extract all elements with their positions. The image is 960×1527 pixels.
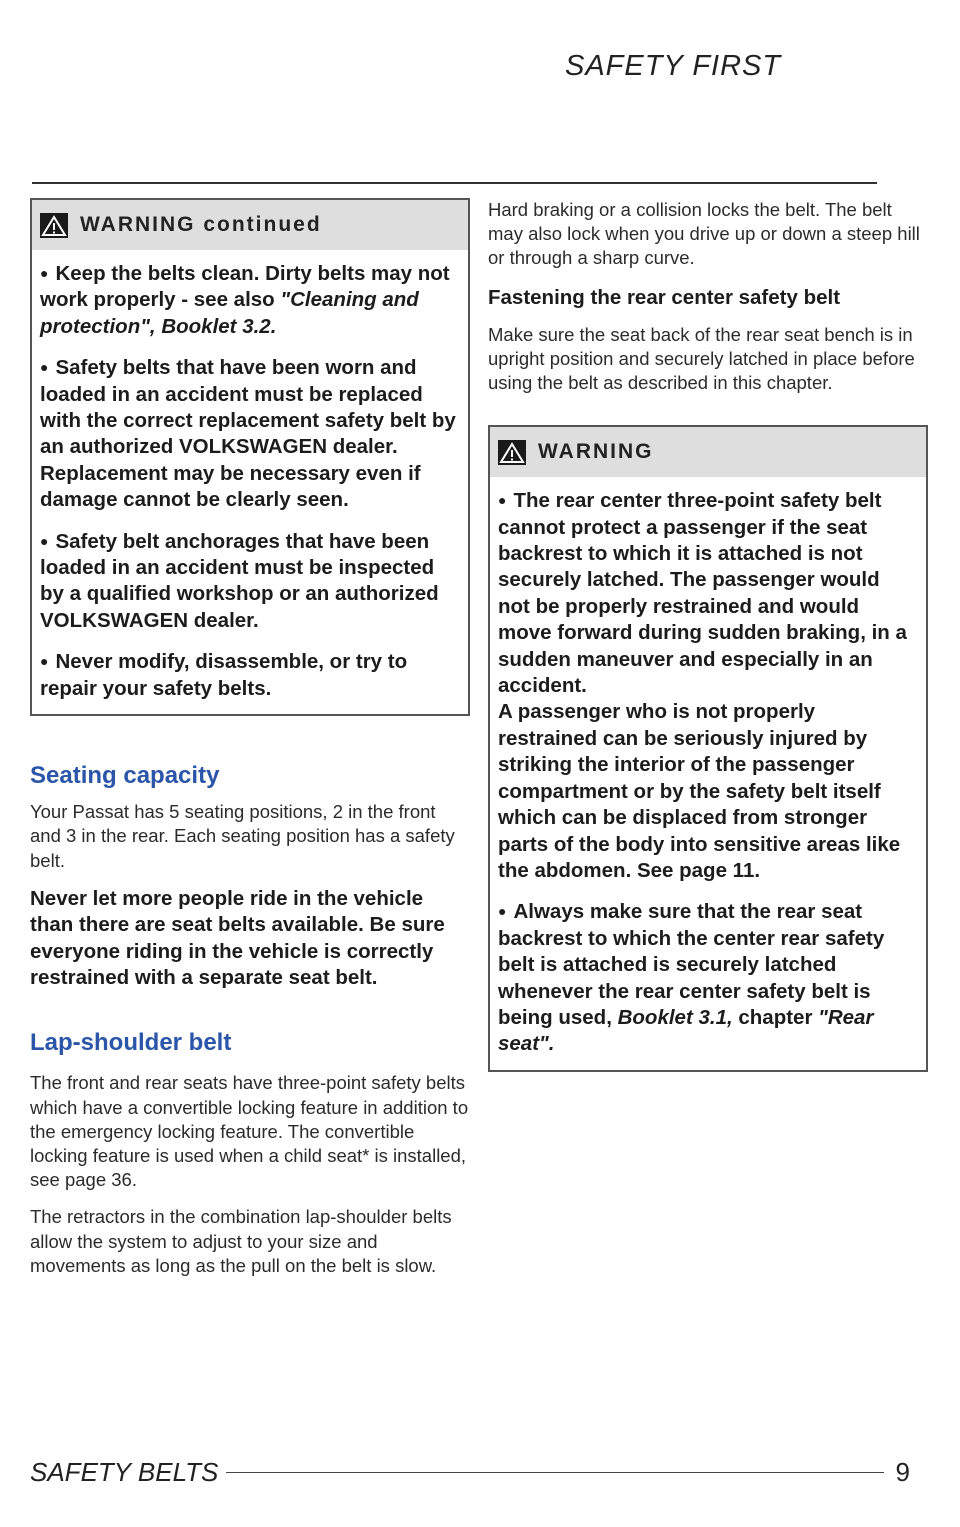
braking-lock-text: Hard braking or a collision locks the belt. The belt may also lock when you drive up or down a steep hill or through a sharp curve. [488,199,920,269]
page-header-title: SAFETY FIRST [565,50,782,82]
footer-rule [226,1472,883,1473]
lap-shoulder-text-1: The front and rear seats have three-point safety belts which have a convertible locking feature in addition to the emergency locking feature. The convertible locking feature is used when a child seat* is installed, see page 36. [30,1072,469,1191]
bullet-icon: ● [40,653,49,670]
seating-capacity-text: Your Passat has 5 seating positions, 2 in the front and 3 in the rear. Each seating position has a safety belt. [30,801,455,871]
warning-header [32,200,468,250]
footer-section-label: SAFETY BELTS [30,1457,219,1487]
page-footer [30,1457,910,1488]
fastening-text: Make sure the seat back of the rear seat bench is in upright position and securely latched in place before using the belt as described in this chapter. [488,323,915,394]
right-column [488,198,928,1072]
fastening-heading: Fastening the rear center safety belt [488,285,841,309]
lap-shoulder-belt-heading: Lap-shoulder belt [30,1029,232,1057]
warning-title: WARNING [538,440,654,464]
warning-body [32,250,468,714]
warning-triangle-icon [40,213,68,238]
lap-shoulder-text-2: The retractors in the combination lap-shoulder belts allow the system to adjust to your size and movements as long as the pull on the belt is slow. [30,1206,452,1276]
warning-header [490,427,926,477]
bullet-icon: ● [40,532,49,549]
seating-capacity-emphasis: Never let more people ride in the vehicle than there are seat belts available. Be sure everyone riding in the vehicle is correctly restrained with a separate seat belt. [30,886,445,989]
header-rule [32,182,877,184]
warning-item-continuation: A passenger who is not properly restrained can be seriously injured by striking the interior of the passenger compartment or by the safety belt itself which can be displaced from stronger parts of the body into sensitive areas like the abdomen. See page 11. [498,700,901,882]
page-number: 9 [895,1457,910,1487]
warning-title: WARNING continued [80,213,322,236]
warning-item: ● Never modify, disassemble, or try to repair your safety belts. [40,650,408,700]
warning-item: ● Always make sure that the rear seat backrest to which the center rear safety belt is attached is securely latched whenever the rear center safety belt is being used, Booklet 3.1, chapter "Rear seat". [498,900,885,1056]
bullet-icon: ● [498,903,507,920]
bullet-icon: ● [40,359,49,376]
seating-capacity-heading: Seating capacity [30,762,220,790]
left-column [30,198,470,1278]
warning-item: ● Safety belts that have been worn and loaded in an accident must be replaced with the correct replacement safety belt by an authorized VOLKSWAGEN dealer. Replacement may be necessary even if damage cannot be clearly seen. [40,356,456,512]
warning-box [488,425,928,1072]
warning-body [490,477,926,1070]
warning-item: ● The rear center three-point safety belt cannot protect a passenger if the seat backrest to which it is attached is not securely latched. The passenger would not be properly restrained and would move forward during sudden braking, in a sudden maneuver and especially in an accident. [498,489,907,698]
warning-item: ● Keep the belts clean. Dirty belts may not work properly - see also "Cleaning and protection", Booklet 3.2. [40,262,450,338]
warning-item: ● Safety belt anchorages that have been loaded in an accident must be inspected by a qualified workshop or an authorized VOLKSWAGEN dealer. [40,529,439,632]
warning-triangle-icon [498,440,526,465]
bullet-icon: ● [498,492,507,509]
bullet-icon: ● [40,265,49,281]
warning-box-continued [30,198,470,716]
